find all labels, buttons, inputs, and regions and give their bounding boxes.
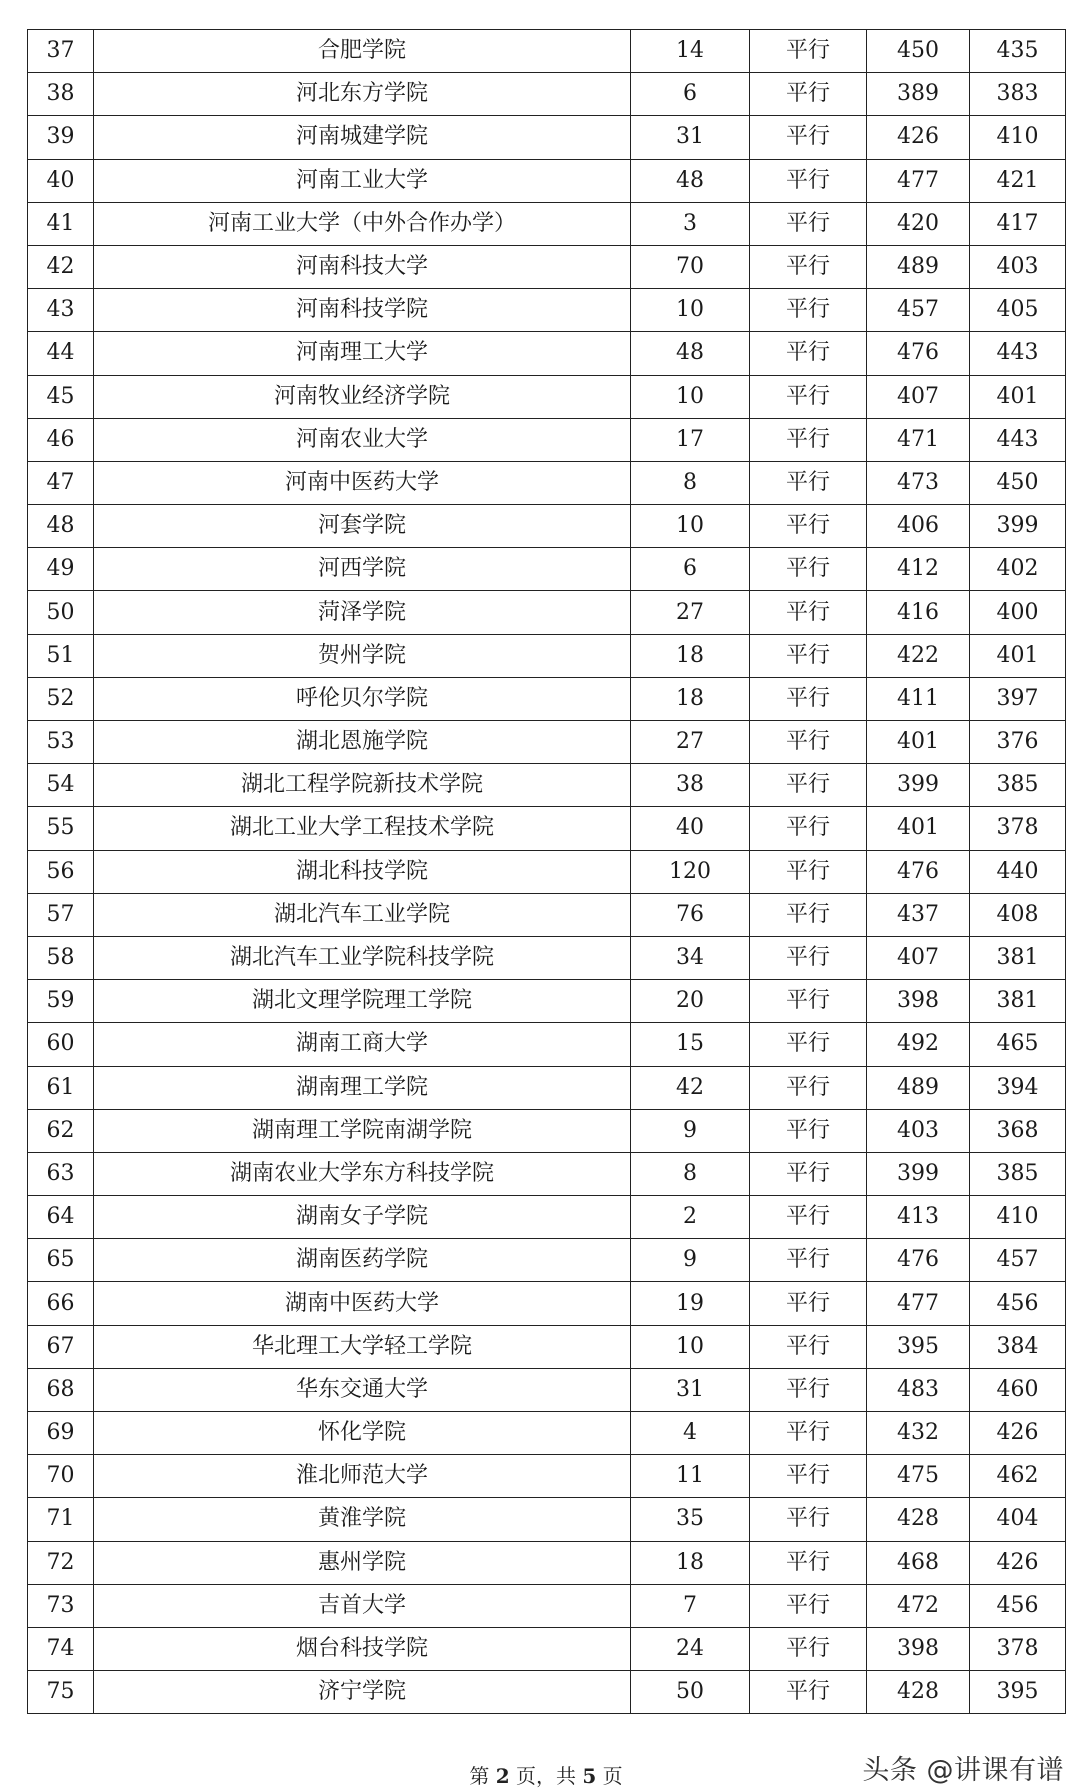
school-name-cell: 河南农业大学 xyxy=(94,418,631,461)
school-name-cell: 河套学院 xyxy=(94,505,631,548)
batch-type-cell: 平行 xyxy=(750,202,867,245)
row-number-cell: 50 xyxy=(28,591,94,634)
table-row xyxy=(28,591,1066,634)
max-score-cell: 475 xyxy=(867,1455,970,1498)
batch-type-cell: 平行 xyxy=(750,677,867,720)
row-number-cell: 66 xyxy=(28,1282,94,1325)
plan-count-cell: 10 xyxy=(631,375,750,418)
max-score-cell: 473 xyxy=(867,461,970,504)
min-score-cell: 450 xyxy=(970,461,1066,504)
school-name-cell: 淮北师范大学 xyxy=(94,1455,631,1498)
max-score-cell: 483 xyxy=(867,1368,970,1411)
min-score-cell: 378 xyxy=(970,807,1066,850)
batch-type-cell: 平行 xyxy=(750,591,867,634)
school-name-cell: 湖北工业大学工程技术学院 xyxy=(94,807,631,850)
row-number-cell: 59 xyxy=(28,980,94,1023)
batch-type-cell: 平行 xyxy=(750,634,867,677)
table-row xyxy=(28,1066,1066,1109)
school-name-cell: 黄淮学院 xyxy=(94,1498,631,1541)
max-score-cell: 422 xyxy=(867,634,970,677)
batch-type-cell: 平行 xyxy=(750,73,867,116)
table-row xyxy=(28,289,1066,332)
table-row xyxy=(28,1023,1066,1066)
batch-type-cell: 平行 xyxy=(750,461,867,504)
batch-type-cell: 平行 xyxy=(750,505,867,548)
min-score-cell: 456 xyxy=(970,1282,1066,1325)
school-name-cell: 烟台科技学院 xyxy=(94,1627,631,1670)
batch-type-cell: 平行 xyxy=(750,1368,867,1411)
plan-count-cell: 27 xyxy=(631,591,750,634)
school-name-cell: 湖北文理学院理工学院 xyxy=(94,980,631,1023)
row-number-cell: 56 xyxy=(28,850,94,893)
min-score-cell: 368 xyxy=(970,1109,1066,1152)
plan-count-cell: 14 xyxy=(631,30,750,73)
school-name-cell: 河西学院 xyxy=(94,548,631,591)
footer-suffix: 页 xyxy=(596,1764,623,1788)
batch-type-cell: 平行 xyxy=(750,418,867,461)
table-row xyxy=(28,1671,1066,1714)
table-row xyxy=(28,202,1066,245)
plan-count-cell: 50 xyxy=(631,1671,750,1714)
min-score-cell: 465 xyxy=(970,1023,1066,1066)
max-score-cell: 389 xyxy=(867,73,970,116)
school-name-cell: 河北东方学院 xyxy=(94,73,631,116)
batch-type-cell: 平行 xyxy=(750,1066,867,1109)
row-number-cell: 75 xyxy=(28,1671,94,1714)
batch-type-cell: 平行 xyxy=(750,980,867,1023)
max-score-cell: 407 xyxy=(867,936,970,979)
row-number-cell: 61 xyxy=(28,1066,94,1109)
max-score-cell: 489 xyxy=(867,1066,970,1109)
footer-total-pages: 5 xyxy=(582,1764,597,1788)
footer-middle: 页，共 xyxy=(509,1764,583,1788)
table-row xyxy=(28,764,1066,807)
row-number-cell: 54 xyxy=(28,764,94,807)
batch-type-cell: 平行 xyxy=(750,375,867,418)
max-score-cell: 399 xyxy=(867,764,970,807)
table-row xyxy=(28,1498,1066,1541)
row-number-cell: 69 xyxy=(28,1412,94,1455)
min-score-cell: 443 xyxy=(970,332,1066,375)
min-score-cell: 383 xyxy=(970,73,1066,116)
table-row xyxy=(28,634,1066,677)
max-score-cell: 489 xyxy=(867,245,970,288)
plan-count-cell: 31 xyxy=(631,1368,750,1411)
min-score-cell: 460 xyxy=(970,1368,1066,1411)
footer-prefix: 第 xyxy=(469,1764,496,1788)
footer-current-page: 2 xyxy=(495,1764,510,1788)
batch-type-cell: 平行 xyxy=(750,936,867,979)
school-name-cell: 河南工业大学 xyxy=(94,159,631,202)
max-score-cell: 476 xyxy=(867,332,970,375)
table-row xyxy=(28,1368,1066,1411)
plan-count-cell: 35 xyxy=(631,1498,750,1541)
school-name-cell: 湖北工程学院新技术学院 xyxy=(94,764,631,807)
admission-table-container xyxy=(27,29,1065,1714)
row-number-cell: 49 xyxy=(28,548,94,591)
row-number-cell: 39 xyxy=(28,116,94,159)
school-name-cell: 合肥学院 xyxy=(94,30,631,73)
school-name-cell: 湖南中医药大学 xyxy=(94,1282,631,1325)
min-score-cell: 462 xyxy=(970,1455,1066,1498)
plan-count-cell: 15 xyxy=(631,1023,750,1066)
min-score-cell: 401 xyxy=(970,375,1066,418)
min-score-cell: 408 xyxy=(970,893,1066,936)
max-score-cell: 406 xyxy=(867,505,970,548)
max-score-cell: 477 xyxy=(867,1282,970,1325)
min-score-cell: 394 xyxy=(970,1066,1066,1109)
school-name-cell: 湖南理工学院南湖学院 xyxy=(94,1109,631,1152)
school-name-cell: 河南工业大学（中外合作办学） xyxy=(94,202,631,245)
min-score-cell: 381 xyxy=(970,980,1066,1023)
row-number-cell: 72 xyxy=(28,1541,94,1584)
table-row xyxy=(28,159,1066,202)
row-number-cell: 40 xyxy=(28,159,94,202)
plan-count-cell: 18 xyxy=(631,634,750,677)
batch-type-cell: 平行 xyxy=(750,1325,867,1368)
row-number-cell: 73 xyxy=(28,1584,94,1627)
row-number-cell: 51 xyxy=(28,634,94,677)
batch-type-cell: 平行 xyxy=(750,1196,867,1239)
school-name-cell: 湖南工商大学 xyxy=(94,1023,631,1066)
max-score-cell: 411 xyxy=(867,677,970,720)
max-score-cell: 399 xyxy=(867,1152,970,1195)
school-name-cell: 河南城建学院 xyxy=(94,116,631,159)
max-score-cell: 420 xyxy=(867,202,970,245)
school-name-cell: 河南牧业经济学院 xyxy=(94,375,631,418)
min-score-cell: 385 xyxy=(970,1152,1066,1195)
plan-count-cell: 8 xyxy=(631,1152,750,1195)
school-name-cell: 湖南农业大学东方科技学院 xyxy=(94,1152,631,1195)
plan-count-cell: 9 xyxy=(631,1239,750,1282)
max-score-cell: 401 xyxy=(867,721,970,764)
min-score-cell: 457 xyxy=(970,1239,1066,1282)
school-name-cell: 吉首大学 xyxy=(94,1584,631,1627)
row-number-cell: 71 xyxy=(28,1498,94,1541)
min-score-cell: 384 xyxy=(970,1325,1066,1368)
min-score-cell: 421 xyxy=(970,159,1066,202)
max-score-cell: 476 xyxy=(867,850,970,893)
min-score-cell: 426 xyxy=(970,1412,1066,1455)
table-row xyxy=(28,677,1066,720)
table-row xyxy=(28,1325,1066,1368)
table-row xyxy=(28,332,1066,375)
plan-count-cell: 18 xyxy=(631,1541,750,1584)
row-number-cell: 67 xyxy=(28,1325,94,1368)
plan-count-cell: 76 xyxy=(631,893,750,936)
table-row xyxy=(28,1455,1066,1498)
row-number-cell: 58 xyxy=(28,936,94,979)
batch-type-cell: 平行 xyxy=(750,1412,867,1455)
batch-type-cell: 平行 xyxy=(750,1627,867,1670)
row-number-cell: 52 xyxy=(28,677,94,720)
table-row xyxy=(28,1541,1066,1584)
batch-type-cell: 平行 xyxy=(750,289,867,332)
batch-type-cell: 平行 xyxy=(750,548,867,591)
plan-count-cell: 11 xyxy=(631,1455,750,1498)
batch-type-cell: 平行 xyxy=(750,30,867,73)
school-name-cell: 济宁学院 xyxy=(94,1671,631,1714)
plan-count-cell: 34 xyxy=(631,936,750,979)
row-number-cell: 44 xyxy=(28,332,94,375)
school-name-cell: 河南科技大学 xyxy=(94,245,631,288)
row-number-cell: 62 xyxy=(28,1109,94,1152)
min-score-cell: 395 xyxy=(970,1671,1066,1714)
school-name-cell: 河南科技学院 xyxy=(94,289,631,332)
row-number-cell: 70 xyxy=(28,1455,94,1498)
row-number-cell: 53 xyxy=(28,721,94,764)
max-score-cell: 416 xyxy=(867,591,970,634)
max-score-cell: 437 xyxy=(867,893,970,936)
row-number-cell: 60 xyxy=(28,1023,94,1066)
table-row xyxy=(28,807,1066,850)
batch-type-cell: 平行 xyxy=(750,1239,867,1282)
row-number-cell: 47 xyxy=(28,461,94,504)
min-score-cell: 376 xyxy=(970,721,1066,764)
table-row xyxy=(28,1627,1066,1670)
batch-type-cell: 平行 xyxy=(750,1282,867,1325)
plan-count-cell: 19 xyxy=(631,1282,750,1325)
table-row xyxy=(28,30,1066,73)
min-score-cell: 456 xyxy=(970,1584,1066,1627)
table-row xyxy=(28,73,1066,116)
min-score-cell: 401 xyxy=(970,634,1066,677)
max-score-cell: 407 xyxy=(867,375,970,418)
plan-count-cell: 24 xyxy=(631,1627,750,1670)
table-row xyxy=(28,936,1066,979)
batch-type-cell: 平行 xyxy=(750,159,867,202)
school-name-cell: 湖南医药学院 xyxy=(94,1239,631,1282)
row-number-cell: 65 xyxy=(28,1239,94,1282)
min-score-cell: 403 xyxy=(970,245,1066,288)
min-score-cell: 402 xyxy=(970,548,1066,591)
plan-count-cell: 38 xyxy=(631,764,750,807)
batch-type-cell: 平行 xyxy=(750,116,867,159)
batch-type-cell: 平行 xyxy=(750,893,867,936)
batch-type-cell: 平行 xyxy=(750,1152,867,1195)
school-name-cell: 河南中医药大学 xyxy=(94,461,631,504)
max-score-cell: 428 xyxy=(867,1498,970,1541)
batch-type-cell: 平行 xyxy=(750,850,867,893)
max-score-cell: 401 xyxy=(867,807,970,850)
school-name-cell: 菏泽学院 xyxy=(94,591,631,634)
row-number-cell: 64 xyxy=(28,1196,94,1239)
max-score-cell: 471 xyxy=(867,418,970,461)
table-row xyxy=(28,116,1066,159)
plan-count-cell: 20 xyxy=(631,980,750,1023)
table-body xyxy=(28,30,1066,1714)
batch-type-cell: 平行 xyxy=(750,721,867,764)
min-score-cell: 410 xyxy=(970,116,1066,159)
table-row xyxy=(28,1196,1066,1239)
max-score-cell: 472 xyxy=(867,1584,970,1627)
min-score-cell: 410 xyxy=(970,1196,1066,1239)
row-number-cell: 48 xyxy=(28,505,94,548)
table-row xyxy=(28,1584,1066,1627)
plan-count-cell: 17 xyxy=(631,418,750,461)
row-number-cell: 57 xyxy=(28,893,94,936)
min-score-cell: 400 xyxy=(970,591,1066,634)
row-number-cell: 37 xyxy=(28,30,94,73)
max-score-cell: 395 xyxy=(867,1325,970,1368)
batch-type-cell: 平行 xyxy=(750,1023,867,1066)
plan-count-cell: 7 xyxy=(631,1584,750,1627)
min-score-cell: 405 xyxy=(970,289,1066,332)
max-score-cell: 457 xyxy=(867,289,970,332)
school-name-cell: 华北理工大学轻工学院 xyxy=(94,1325,631,1368)
plan-count-cell: 9 xyxy=(631,1109,750,1152)
max-score-cell: 450 xyxy=(867,30,970,73)
min-score-cell: 381 xyxy=(970,936,1066,979)
school-name-cell: 贺州学院 xyxy=(94,634,631,677)
plan-count-cell: 31 xyxy=(631,116,750,159)
plan-count-cell: 10 xyxy=(631,505,750,548)
table-row xyxy=(28,721,1066,764)
plan-count-cell: 40 xyxy=(631,807,750,850)
max-score-cell: 398 xyxy=(867,980,970,1023)
row-number-cell: 63 xyxy=(28,1152,94,1195)
row-number-cell: 68 xyxy=(28,1368,94,1411)
batch-type-cell: 平行 xyxy=(750,1671,867,1714)
watermark-text: 头条 @讲课有谱 xyxy=(862,1755,1064,1786)
table-row xyxy=(28,1282,1066,1325)
plan-count-cell: 6 xyxy=(631,548,750,591)
table-row xyxy=(28,980,1066,1023)
row-number-cell: 55 xyxy=(28,807,94,850)
plan-count-cell: 27 xyxy=(631,721,750,764)
min-score-cell: 385 xyxy=(970,764,1066,807)
max-score-cell: 403 xyxy=(867,1109,970,1152)
table-row xyxy=(28,1239,1066,1282)
row-number-cell: 41 xyxy=(28,202,94,245)
min-score-cell: 397 xyxy=(970,677,1066,720)
school-name-cell: 呼伦贝尔学院 xyxy=(94,677,631,720)
batch-type-cell: 平行 xyxy=(750,1455,867,1498)
batch-type-cell: 平行 xyxy=(750,807,867,850)
plan-count-cell: 48 xyxy=(631,332,750,375)
table-row xyxy=(28,461,1066,504)
batch-type-cell: 平行 xyxy=(750,245,867,288)
table-row xyxy=(28,375,1066,418)
row-number-cell: 38 xyxy=(28,73,94,116)
min-score-cell: 426 xyxy=(970,1541,1066,1584)
table-row xyxy=(28,1412,1066,1455)
plan-count-cell: 2 xyxy=(631,1196,750,1239)
school-name-cell: 湖北汽车工业学院科技学院 xyxy=(94,936,631,979)
school-name-cell: 怀化学院 xyxy=(94,1412,631,1455)
batch-type-cell: 平行 xyxy=(750,1109,867,1152)
min-score-cell: 404 xyxy=(970,1498,1066,1541)
max-score-cell: 398 xyxy=(867,1627,970,1670)
min-score-cell: 399 xyxy=(970,505,1066,548)
plan-count-cell: 8 xyxy=(631,461,750,504)
table-row xyxy=(28,245,1066,288)
min-score-cell: 417 xyxy=(970,202,1066,245)
max-score-cell: 432 xyxy=(867,1412,970,1455)
table-row xyxy=(28,418,1066,461)
school-name-cell: 湖北汽车工业学院 xyxy=(94,893,631,936)
plan-count-cell: 42 xyxy=(631,1066,750,1109)
row-number-cell: 74 xyxy=(28,1627,94,1670)
max-score-cell: 413 xyxy=(867,1196,970,1239)
plan-count-cell: 48 xyxy=(631,159,750,202)
table-row xyxy=(28,850,1066,893)
plan-count-cell: 120 xyxy=(631,850,750,893)
table-row xyxy=(28,1152,1066,1195)
school-name-cell: 华东交通大学 xyxy=(94,1368,631,1411)
school-name-cell: 河南理工大学 xyxy=(94,332,631,375)
plan-count-cell: 10 xyxy=(631,289,750,332)
plan-count-cell: 6 xyxy=(631,73,750,116)
admission-score-table xyxy=(27,29,1066,1714)
school-name-cell: 湖北恩施学院 xyxy=(94,721,631,764)
max-score-cell: 492 xyxy=(867,1023,970,1066)
max-score-cell: 477 xyxy=(867,159,970,202)
max-score-cell: 476 xyxy=(867,1239,970,1282)
row-number-cell: 42 xyxy=(28,245,94,288)
max-score-cell: 412 xyxy=(867,548,970,591)
plan-count-cell: 70 xyxy=(631,245,750,288)
plan-count-cell: 10 xyxy=(631,1325,750,1368)
school-name-cell: 湖南理工学院 xyxy=(94,1066,631,1109)
row-number-cell: 45 xyxy=(28,375,94,418)
batch-type-cell: 平行 xyxy=(750,1541,867,1584)
batch-type-cell: 平行 xyxy=(750,332,867,375)
table-row xyxy=(28,505,1066,548)
table-row xyxy=(28,548,1066,591)
min-score-cell: 443 xyxy=(970,418,1066,461)
min-score-cell: 378 xyxy=(970,1627,1066,1670)
batch-type-cell: 平行 xyxy=(750,764,867,807)
school-name-cell: 湖北科技学院 xyxy=(94,850,631,893)
row-number-cell: 43 xyxy=(28,289,94,332)
plan-count-cell: 18 xyxy=(631,677,750,720)
row-number-cell: 46 xyxy=(28,418,94,461)
table-row xyxy=(28,1109,1066,1152)
plan-count-cell: 3 xyxy=(631,202,750,245)
plan-count-cell: 4 xyxy=(631,1412,750,1455)
school-name-cell: 湖南女子学院 xyxy=(94,1196,631,1239)
batch-type-cell: 平行 xyxy=(750,1584,867,1627)
min-score-cell: 435 xyxy=(970,30,1066,73)
batch-type-cell: 平行 xyxy=(750,1498,867,1541)
table-row xyxy=(28,893,1066,936)
min-score-cell: 440 xyxy=(970,850,1066,893)
school-name-cell: 惠州学院 xyxy=(94,1541,631,1584)
max-score-cell: 428 xyxy=(867,1671,970,1714)
max-score-cell: 468 xyxy=(867,1541,970,1584)
max-score-cell: 426 xyxy=(867,116,970,159)
